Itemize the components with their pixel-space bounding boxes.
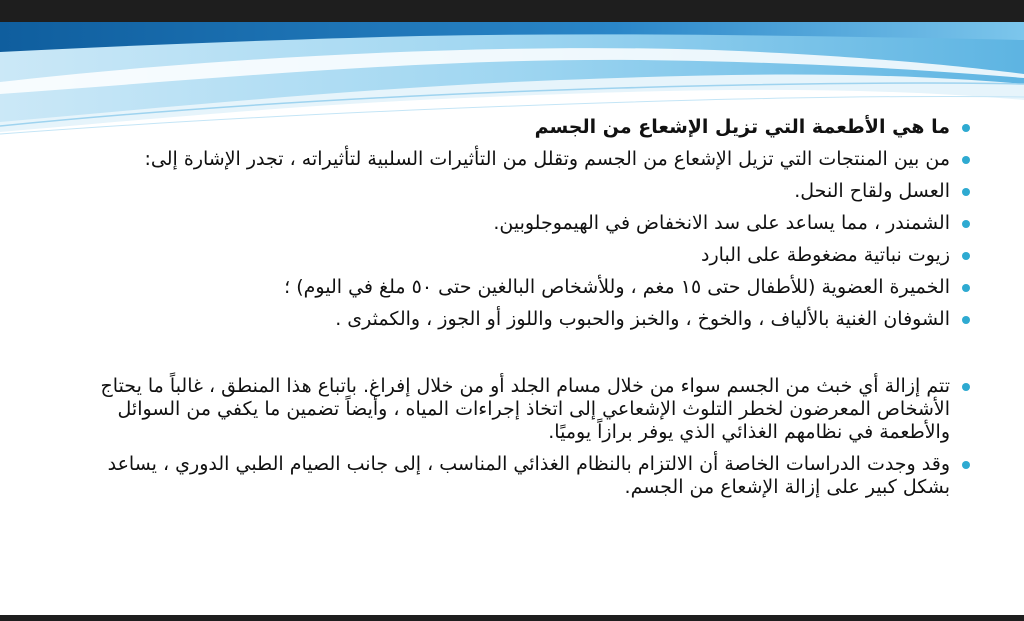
- bullet-item: العسل ولقاح النحل.: [92, 180, 972, 203]
- bullet-item: الشمندر ، مما يساعد على سد الانخفاض في الهيموجلوبين.: [92, 212, 972, 235]
- top-letterbox-bar: [0, 0, 1024, 22]
- bottom-letterbox-bar: [0, 615, 1024, 621]
- bullet-paragraph: وقد وجدت الدراسات الخاصة أن الالتزام بالنظام الغذائي المناسب ، إلى جانب الصيام الطبي الدوري ، يساعد بشكل كبير على إزالة الإشعاع من الجسم.: [92, 453, 972, 499]
- bullet-paragraph: تتم إزالة أي خبث من الجسم سواء من خلال مسام الجلد أو من خلال إفراغ. باتباع هذا المنطق ، غالباً ما يحتاج الأشخاص المعرضون لخطر التلوث الإشعاعي إلى اتخاذ إجراءات المياه ، وأيضاً تضمين ما يكفي من السوائل والأطعمة في نظامهم الغذائي الذي يوفر برازاً يوميًا.: [92, 375, 972, 444]
- presentation-slide: [0, 22, 1024, 615]
- bullet-item: زيوت نباتية مضغوطة على البارد: [92, 244, 972, 267]
- slide-content: [92, 116, 972, 508]
- bullet-item: من بين المنتجات التي تزيل الإشعاع من الجسم وتقلل من التأثيرات السلبية لتأثيراته ، تجدر الإشارة إلى:: [92, 148, 972, 171]
- bullet-heading: ما هي الأطعمة التي تزيل الإشعاع من الجسم: [92, 116, 972, 139]
- bullet-list: [92, 116, 972, 499]
- bullet-item: الشوفان الغنية بالألياف ، والخوخ ، والخبز والحبوب واللوز أو الجوز ، والكمثرى .: [92, 308, 972, 331]
- bullet-item: الخميرة العضوية (للأطفال حتى ١٥ مغم ، وللأشخاص البالغين حتى ٥٠ ملغ في اليوم) ؛: [92, 276, 972, 299]
